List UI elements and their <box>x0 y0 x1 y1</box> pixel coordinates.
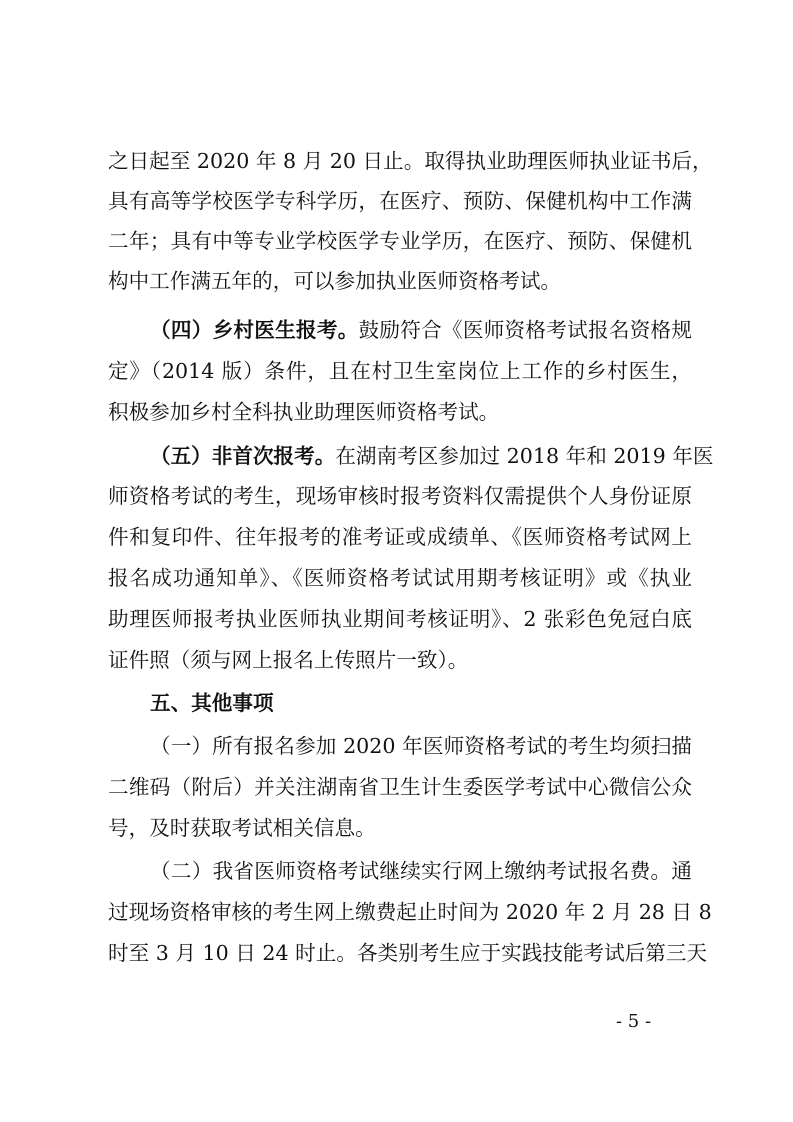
text-line-19: 过现场资格审核的考生网上缴费起止时间为 2020 年 2 月 28 日 8 <box>108 900 712 924</box>
paragraph-rural-doctor-first-line <box>150 311 692 349</box>
text-line-2: 具有高等学校医学专科学历，在医疗、预防、保健机构中工作满 <box>108 189 692 213</box>
text-line-1: 之日起至 2020 年 8 月 20 日止。取得执业助理医师执业证书后， <box>108 149 713 173</box>
text-line-4: 构中工作满五年的，可以参加执业医师资格考试。 <box>108 269 562 293</box>
text-line-18: （二）我省医师资格考试继续实行网上缴纳考试报名费。通 <box>150 859 692 883</box>
text-line-15: （一）所有报名参加 2020 年医师资格考试的考生均须扫描 <box>150 734 692 758</box>
text-line-13: 证件照（须与网上报名上传照片一致）。 <box>108 648 469 672</box>
text-line-17: 号，及时获取考试相关信息。 <box>108 816 376 840</box>
text-line-6: 定》（2014 版）条件，且在村卫生室岗位上工作的乡村医生， <box>108 359 692 383</box>
text-line-10: 件和复印件、往年报考的准考证或成绩单、《医师资格考试网上 <box>108 525 692 549</box>
text-line-9: 师资格考试的考生，现场审核时报考资料仅需提供个人身份证原 <box>108 484 692 508</box>
text-line-16: 二维码（附后）并关注湖南省卫生计生委医学考试中心微信公众 <box>108 775 692 799</box>
section-heading-other-matters: 五、其他事项 <box>150 691 274 715</box>
text-line-20: 时至 3 月 10 日 24 时止。各类别考生应于实践技能考试后第三天 <box>108 941 708 965</box>
non-first-heading: （五）非首次报考。 <box>150 444 336 468</box>
non-first-text: 在湖南考区参加过 2018 年和 2019 年医 <box>335 444 714 468</box>
text-line-12: 助理医师报考执业医师执业期间考核证明》、2 张彩色免冠白底 <box>108 607 692 631</box>
text-line-11: 报名成功通知单》、《医师资格考试试用期考核证明》或《执业 <box>108 566 692 590</box>
rural-doctor-text: 鼓励符合《医师资格考试报名资格规 <box>358 318 692 342</box>
text-line-3: 二年；具有中等专业学校医学专业学历，在医疗、预防、保健机 <box>108 229 692 253</box>
page-number: - 5 - <box>616 1011 652 1032</box>
paragraph-non-first-first-line <box>150 437 714 475</box>
text-line-7: 积极参加乡村全科执业助理医师资格考试。 <box>108 400 500 424</box>
rural-doctor-heading: （四）乡村医生报考。 <box>150 318 359 342</box>
